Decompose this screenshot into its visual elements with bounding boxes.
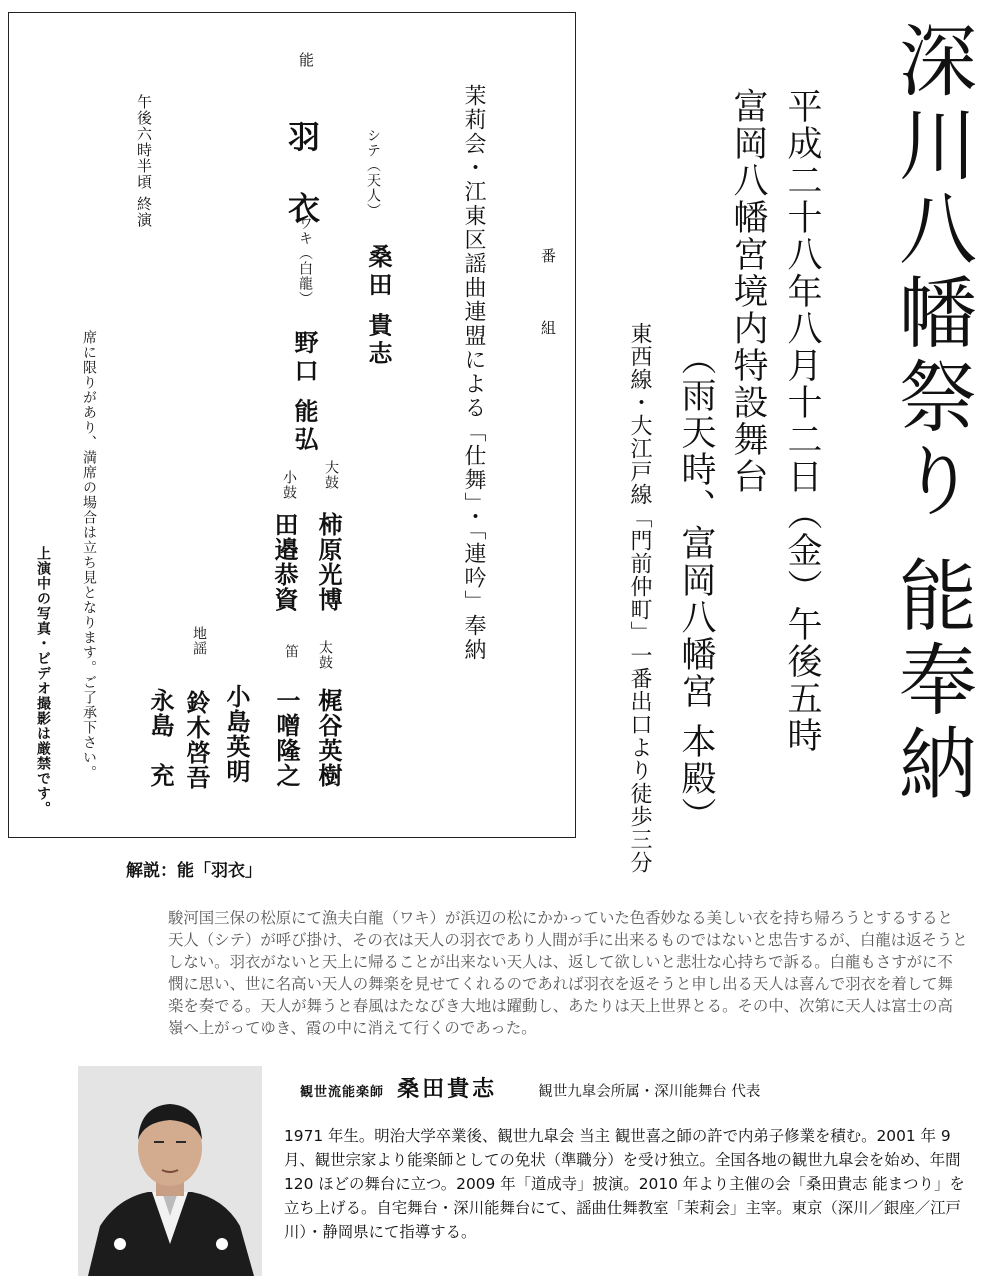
kotsuzumi-role: 小鼓 <box>281 470 297 500</box>
otsuzumi-role: 大鼓 <box>323 460 339 490</box>
end-time: 午後六時半頃 終演 <box>135 94 153 228</box>
shite-name: 桑田 貴志 <box>364 244 393 369</box>
seating-note: 席に限りがあり、満席の場合は立ち見となります。ご了承下さい。 <box>81 330 97 780</box>
jiutai-role: 地謡 <box>191 626 207 656</box>
performer-name: 桑田貴志 <box>397 1076 498 1102</box>
dedication: 茉莉会・江東区謡曲連盟による「仕舞」・「連吟」奉納 <box>461 84 486 662</box>
kotsuzumi-name: 田邉恭資 <box>270 512 299 612</box>
taiko-role: 太鼓 <box>317 640 333 670</box>
rain-venue: （雨天時、富岡八幡宮 本殿） <box>676 340 716 835</box>
photo-note: 上演中の写真・ビデオ撮影は厳禁です。 <box>35 546 51 816</box>
event-title: 深川八幡祭り 能奉納 <box>886 20 976 807</box>
performer-title-prefix: 観世流能楽師 <box>300 1085 385 1100</box>
jiutai-member-2: 鈴木啓吾 <box>182 690 211 790</box>
play-title: 羽 衣 <box>283 120 321 238</box>
performer-title <box>300 1072 760 1103</box>
event-venue: 富岡八幡宮境内特設舞台 <box>728 88 768 495</box>
jiutai-member-3: 永島 充 <box>146 688 175 788</box>
performer-bio: 1971 年生。明治大学卒業後、観世九皐会 当主 観世喜之師の許で内弟子修業を積む。2001 年 9 月、観世宗家より能楽師としての免状（準職分）を受け独立。全国各地の観世九皐会を始め、年間 120 ほどの舞台に立つ。2009 年「道成寺」披演。2010 年より主催の会「桑田貴志 能まつり」を立ち上げる。自宅舞台・深川能舞台にて、謡曲仕舞教室「茉莉会」主宰。東京（深川／銀座／江戸川）・静岡県にて指導する。 <box>284 1127 965 1241</box>
performer-affiliation: 観世九皐会所属・深川能舞台 代表 <box>538 1084 761 1100</box>
synopsis-label: 解説：能「羽衣」 <box>126 861 262 881</box>
fue-role: 笛 <box>283 644 299 659</box>
waki-role: ワキ（白龍） <box>297 216 313 306</box>
otsuzumi-name: 柿原光博 <box>314 512 343 612</box>
performer-photo <box>78 1066 262 1276</box>
access-info: 東西線・大江戸線「門前仲町」一番出口より徒歩三分 <box>627 322 652 874</box>
synopsis-text: 駿河国三保の松原にて漁夫白龍（ワキ）が浜辺の松にかかっていた色香妙なる美しい衣を持ち帰ろうとするすると天人（シテ）が呼び掛け、その衣は天人の羽衣であり人間が手に出来るものではないと忠告するが、白龍は返そうとしない。羽衣がないと天上に帰ることが出来ない天人は、返して欲しいと悲壮な心持ちで訴る。白龍もさすがに不憫に思い、世に名高い天人の舞楽を見せてくれるのであれば羽衣を返そうと申し出る天人は喜んで羽衣を着して舞楽を奏でる。天人が舞うと春風はたなびき大地は躍動し、あたりは天上世界とる。その中、次第に天人は富士の高嶺へ上がってゆき、霞の中に消えて行くのであった。 <box>168 909 968 1037</box>
event-date: 平成二十八年八月十二日（金）午後五時 <box>782 88 822 754</box>
program-heading: 番 組 <box>539 248 557 361</box>
waki-name: 野口 能弘 <box>290 330 319 455</box>
fue-name: 一噌隆之 <box>272 688 301 788</box>
genre-label: 能 <box>297 52 315 68</box>
jiutai-member-1: 小島英明 <box>222 684 251 784</box>
shite-role: シテ（天人） <box>365 128 381 218</box>
taiko-name: 梶谷英樹 <box>314 688 343 788</box>
